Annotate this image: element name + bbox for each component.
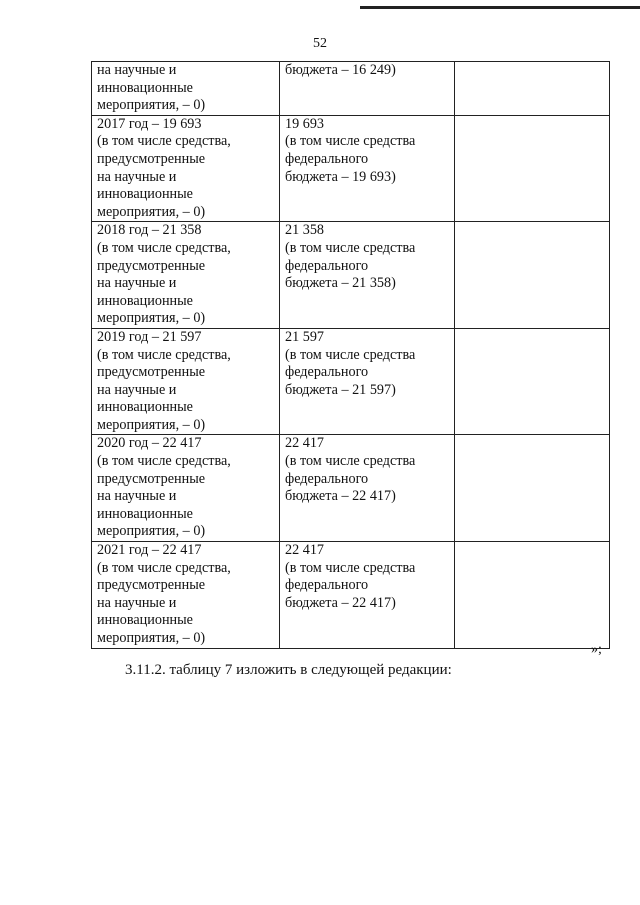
cell-line: федерального bbox=[285, 150, 369, 167]
federal-budget-cell bbox=[280, 435, 455, 542]
cell-line: на научные и bbox=[97, 488, 177, 505]
instruction-text: 3.11.2. таблицу 7 изложить в следующей редакции: bbox=[125, 662, 452, 678]
cell-line: бюджета – 22 417) bbox=[285, 594, 396, 611]
cell-line: 21 597 bbox=[285, 328, 325, 345]
empty-cell bbox=[455, 222, 610, 329]
period-cell bbox=[92, 62, 280, 116]
cell-line: мероприятия, – 0) bbox=[97, 630, 206, 646]
period-cell bbox=[92, 542, 280, 649]
table-row bbox=[92, 435, 610, 542]
cell-line: мероприятия, – 0) bbox=[97, 203, 206, 220]
empty-cell bbox=[455, 542, 610, 649]
cell-line: предусмотренные bbox=[97, 257, 206, 274]
closing-quote: »; bbox=[591, 642, 602, 657]
cell-line: бюджета – 16 249) bbox=[285, 62, 396, 78]
cell-line: федерального bbox=[285, 470, 369, 487]
cell-line: 2019 год – 21 597 bbox=[97, 328, 202, 345]
cell-line: мероприятия, – 0) bbox=[97, 97, 206, 114]
cell-line: (в том числе средства bbox=[285, 559, 416, 576]
cell-line: (в том числе средства, bbox=[97, 453, 231, 470]
cell-line: (в том числе средства bbox=[285, 453, 416, 470]
cell-line: 2020 год – 22 417 bbox=[97, 435, 202, 452]
cell-line: на научные и bbox=[97, 168, 177, 185]
top-rule bbox=[360, 6, 640, 9]
table-row bbox=[92, 222, 610, 329]
cell-line: федерального bbox=[285, 364, 369, 381]
federal-budget-cell bbox=[280, 542, 455, 649]
cell-line: инновационные bbox=[97, 79, 193, 96]
cell-line: инновационные bbox=[97, 292, 193, 309]
cell-line: (в том числе средства bbox=[285, 346, 416, 363]
empty-cell bbox=[455, 328, 610, 435]
cell-line: предусмотренные bbox=[97, 470, 206, 487]
cell-line: предусмотренные bbox=[97, 364, 206, 381]
cell-line: мероприятия, – 0) bbox=[97, 416, 206, 433]
table-row bbox=[92, 62, 610, 116]
cell-line: инновационные bbox=[97, 505, 193, 522]
cell-line: 2018 год – 21 358 bbox=[97, 222, 202, 239]
period-cell bbox=[92, 222, 280, 329]
cell-line: (в том числе средства bbox=[285, 133, 416, 150]
federal-budget-cell bbox=[280, 328, 455, 435]
cell-line: (в том числе средства, bbox=[97, 346, 231, 363]
cell-line: на научные и bbox=[97, 381, 177, 398]
cell-line: 2017 год – 19 693 bbox=[97, 115, 202, 132]
empty-cell bbox=[455, 62, 610, 116]
period-cell bbox=[92, 435, 280, 542]
budget-table bbox=[91, 61, 610, 649]
period-cell bbox=[92, 328, 280, 435]
cell-line: на научные и bbox=[97, 62, 177, 78]
cell-line: предусмотренные bbox=[97, 577, 206, 594]
cell-line: (в том числе средства, bbox=[97, 133, 231, 150]
cell-line: на научные и bbox=[97, 275, 177, 292]
federal-budget-cell bbox=[280, 115, 455, 222]
cell-line: бюджета – 21 597) bbox=[285, 381, 396, 398]
cell-line: 19 693 bbox=[285, 115, 325, 132]
cell-line: 22 417 bbox=[285, 542, 325, 559]
cell-line: бюджета – 19 693) bbox=[285, 168, 396, 185]
cell-line: мероприятия, – 0) bbox=[97, 310, 206, 327]
period-cell bbox=[92, 115, 280, 222]
cell-line: (в том числе средства, bbox=[97, 239, 231, 256]
cell-line: инновационные bbox=[97, 612, 193, 629]
cell-line: на научные и bbox=[97, 594, 177, 611]
cell-line: 22 417 bbox=[285, 435, 325, 452]
cell-line: бюджета – 22 417) bbox=[285, 488, 396, 505]
cell-line: 21 358 bbox=[285, 222, 325, 239]
cell-line: федерального bbox=[285, 257, 369, 274]
cell-line: (в том числе средства, bbox=[97, 559, 231, 576]
federal-budget-cell bbox=[280, 62, 455, 116]
cell-line: инновационные bbox=[97, 399, 193, 416]
empty-cell bbox=[455, 435, 610, 542]
federal-budget-cell bbox=[280, 222, 455, 329]
page-number: 52 bbox=[313, 36, 327, 51]
cell-line: инновационные bbox=[97, 186, 193, 203]
cell-line: предусмотренные bbox=[97, 150, 206, 167]
table-row bbox=[92, 542, 610, 649]
cell-line: (в том числе средства bbox=[285, 239, 416, 256]
empty-cell bbox=[455, 115, 610, 222]
cell-line: федерального bbox=[285, 577, 369, 594]
cell-line: бюджета – 21 358) bbox=[285, 275, 396, 292]
table-row bbox=[92, 328, 610, 435]
cell-line: мероприятия, – 0) bbox=[97, 523, 206, 540]
cell-line: 2021 год – 22 417 bbox=[97, 542, 202, 559]
table-row bbox=[92, 115, 610, 222]
